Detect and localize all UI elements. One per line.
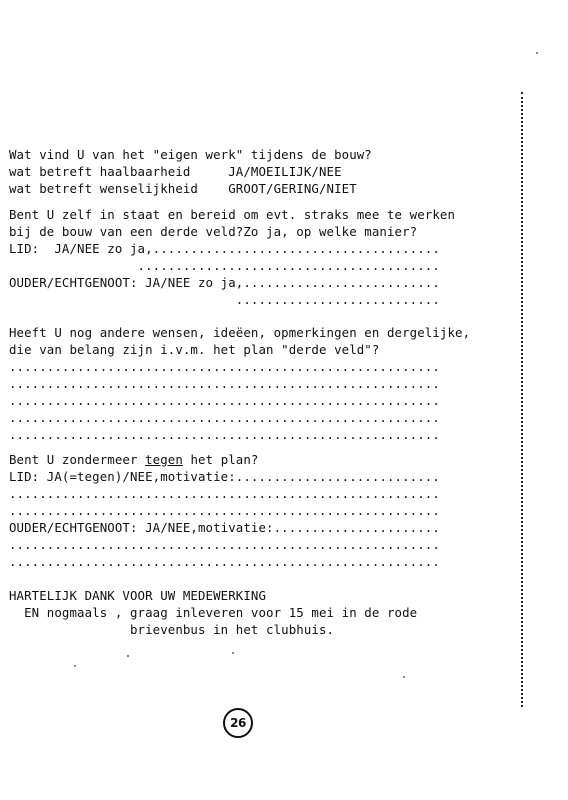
page-number-badge: 26 (223, 708, 253, 738)
lid-motivatie-dots-1: ......................................................... (9, 486, 440, 501)
scan-speck (127, 655, 129, 657)
ouder-answer-dots: ........................... (9, 292, 440, 307)
answer-dots-4: ......................................................... (9, 410, 440, 425)
lid-motivatie-line: LID: JA(=tegen)/NEE,motivatie:........................... (9, 469, 440, 484)
question-eigen-werk: Wat vind U van het "eigen werk" tijdens de bouw? (9, 147, 372, 162)
question-meewerken-1: Bent U zelf in staat en bereid om evt. straks mee te werken (9, 207, 456, 222)
scan-speck (403, 676, 405, 678)
scan-speck (536, 52, 538, 54)
ouder-answer-line: OUDER/ECHTGENOOT: JA/NEE zo ja,.......................... (9, 275, 440, 290)
answer-dots-3: ......................................................... (9, 393, 440, 408)
perforation-line (521, 92, 533, 707)
question-tegen (9, 452, 259, 468)
question-tegen-start: Bent U zondermeer (9, 452, 146, 467)
haalbaarheid-line: wat betreft haalbaarheid JA/MOEILIJK/NEE (9, 164, 342, 179)
question-wensen-2: die van belang zijn i.v.m. het plan "derde veld"? (9, 342, 380, 357)
question-wensen-1: Heeft U nog andere wensen, ideëen, opmerkingen en dergelijke, (9, 325, 471, 340)
ouder-motivatie-dots-2: ......................................................... (9, 554, 440, 569)
answer-dots-2: ......................................................... (9, 376, 440, 391)
scan-speck (74, 665, 76, 667)
scan-speck (232, 652, 234, 654)
question-tegen-end: het plan? (182, 452, 259, 467)
lid-motivatie-dots-2: ......................................................... (9, 503, 440, 518)
return-instructions-1: EN nogmaals , graag inleveren voor 15 mei in de rode (9, 605, 418, 620)
question-meewerken-2: bij de bouw van een derde veld?Zo ja, op welke manier? (9, 224, 418, 239)
tegen-underlined: tegen (145, 452, 183, 467)
answer-dots-5: ......................................................... (9, 427, 440, 442)
thank-you-line: HARTELIJK DANK VOOR UW MEDEWERKING (9, 588, 267, 603)
lid-answer-dots: ........................................ (9, 258, 440, 273)
wenselijkheid-line: wat betreft wenselijkheid GROOT/GERING/NIET (9, 181, 357, 196)
ouder-motivatie-line: OUDER/ECHTGENOOT: JA/NEE,motivatie:...................... (9, 520, 440, 535)
lid-answer-line: LID: JA/NEE zo ja,...................................... (9, 241, 440, 256)
answer-dots-1: ......................................................... (9, 359, 440, 374)
ouder-motivatie-dots-1: ......................................................... (9, 537, 440, 552)
return-instructions-2: brievenbus in het clubhuis. (9, 622, 335, 637)
